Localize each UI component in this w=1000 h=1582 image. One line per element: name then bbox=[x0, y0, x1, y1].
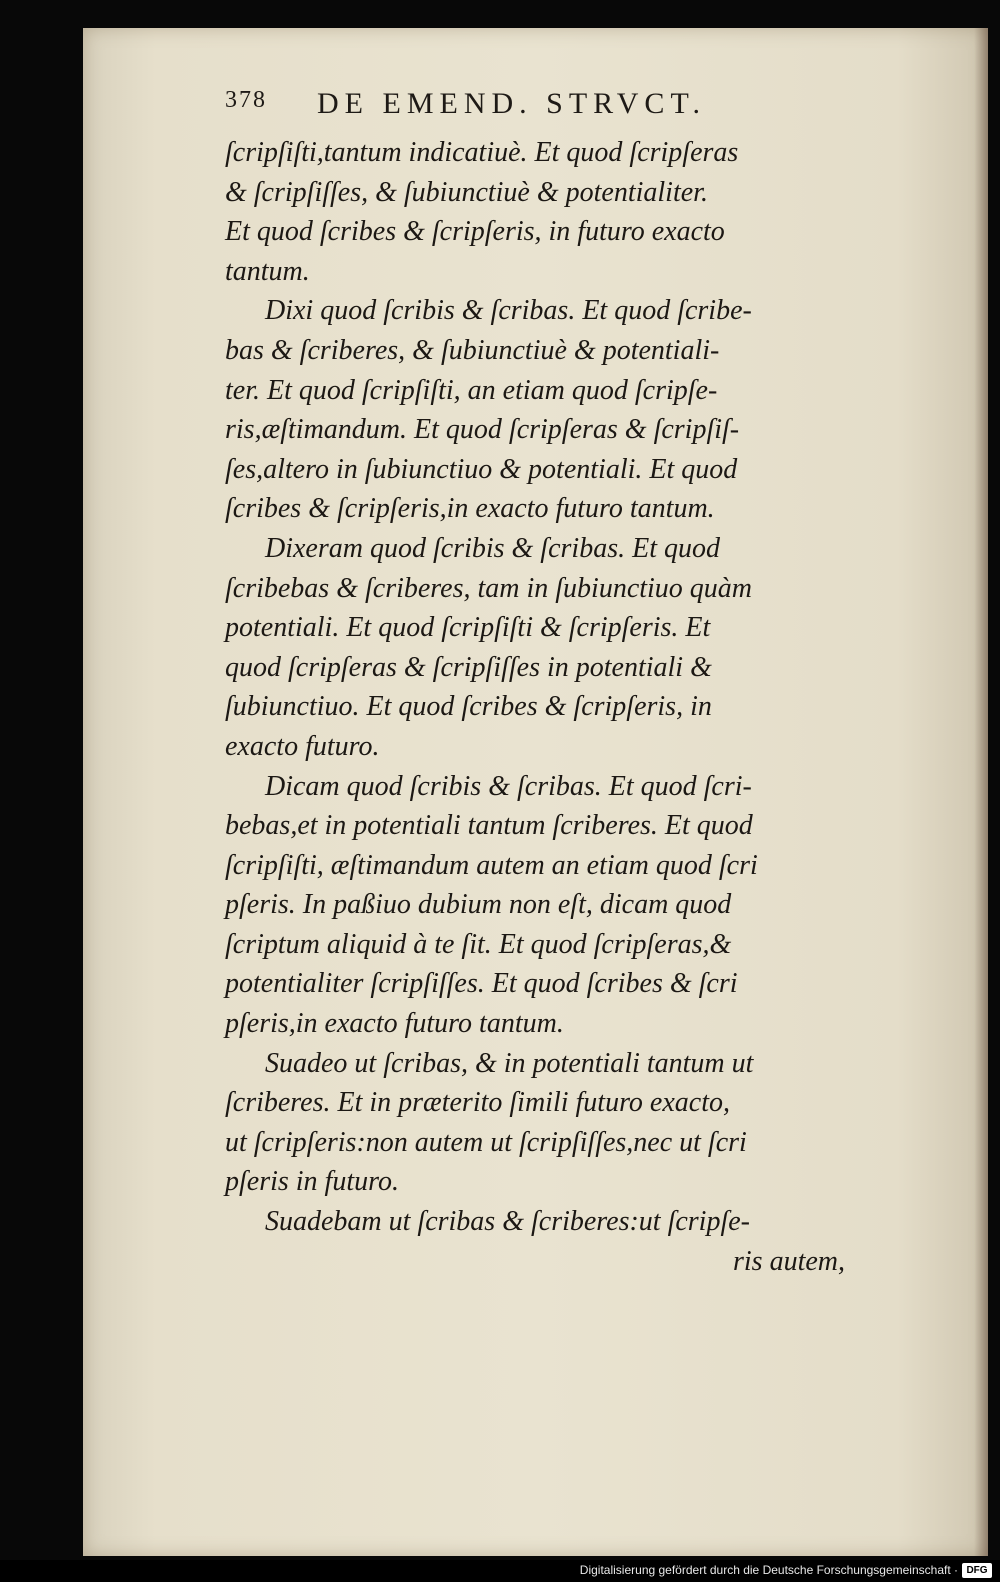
text-line: quod ſcripſeras & ſcripſiſſes in potentiali & bbox=[225, 651, 712, 683]
text-line: ſcriberes. Et in præterito ſimili futuro exacto, bbox=[225, 1087, 730, 1119]
text-line: pſeris,in exacto futuro tantum. bbox=[225, 1008, 564, 1040]
text-line: Dixeram quod ſcribis & ſcribas. Et quod bbox=[265, 532, 720, 564]
text-line: ſes,altero in ſubiunctiuo & potentiali. Et quod bbox=[225, 453, 738, 485]
footer-bar bbox=[0, 1560, 1000, 1582]
text-line: ut ſcripſeris:non autem ut ſcripſiſſes,nec ut ſcri bbox=[225, 1126, 747, 1158]
page-header bbox=[225, 87, 865, 127]
text-line: ſcriptum aliquid à te ſit. Et quod ſcripſeras,& bbox=[225, 928, 732, 960]
text-line: ſcribebas & ſcriberes, tam in ſubiunctiuo quàm bbox=[225, 572, 753, 604]
text-line: tantum. bbox=[225, 255, 310, 287]
text-line: ter. Et quod ſcripſiſti, an etiam quod ſcripſe- bbox=[225, 374, 718, 406]
text-line: bebas,et in potentiali tantum ſcriberes. Et quod bbox=[225, 810, 753, 842]
body-text bbox=[225, 133, 845, 1281]
text-line: ſcripſiſti, æſtimandum autem an etiam quod ſcri bbox=[225, 849, 758, 881]
text-line: Et quod ſcribes & ſcripſeris, in futuro exacto bbox=[225, 216, 725, 248]
text-line: potentialiter ſcripſiſſes. Et quod ſcribes & ſcri bbox=[225, 968, 738, 1000]
running-head: DE EMEND. STRVCT. bbox=[317, 87, 707, 120]
text-line: pſeris in futuro. bbox=[225, 1166, 399, 1198]
text-line: potentiali. Et quod ſcripſiſti & ſcripſeris. Et bbox=[225, 612, 711, 644]
page-number: 378 bbox=[225, 87, 267, 113]
text-line: exacto futuro. bbox=[225, 730, 380, 762]
text-line: bas & ſcriberes, & ſubiunctiuè & potentiali- bbox=[225, 334, 720, 366]
text-line: ſubiunctiuo. Et quod ſcribes & ſcripſeris, in bbox=[225, 691, 712, 723]
text-line: Dicam quod ſcribis & ſcribas. Et quod ſcri- bbox=[265, 770, 752, 802]
text-line: ſcribes & ſcripſeris,in exacto futuro tantum. bbox=[225, 493, 715, 525]
text-line: Suadebam ut ſcribas & ſcriberes:ut ſcripſe- bbox=[265, 1206, 750, 1238]
dfg-logo: DFG bbox=[962, 1563, 992, 1578]
footer-credit: Digitalisierung gefördert durch die Deutsche Forschungsgemeinschaft · bbox=[579, 1563, 958, 1577]
text-line: Dixi quod ſcribis & ſcribas. Et quod ſcribe- bbox=[265, 295, 752, 327]
text-line: ris,æſtimandum. Et quod ſcripſeras & ſcripſiſ- bbox=[225, 414, 740, 446]
catchword-line: ris autem, bbox=[733, 1245, 845, 1277]
text-line: pſeris. In paßiuo dubium non eſt, dicam quod bbox=[225, 889, 732, 921]
text-line: Suadeo ut ſcribas, & in potentiali tantum ut bbox=[265, 1047, 754, 1079]
text-line: ſcripſiſti,tantum indicatiuè. Et quod ſcripſeras bbox=[225, 137, 739, 168]
text-line: & ſcripſiſſes, & ſubiunctiuè & potentialiter. bbox=[225, 176, 708, 208]
page-edge bbox=[974, 28, 988, 1556]
